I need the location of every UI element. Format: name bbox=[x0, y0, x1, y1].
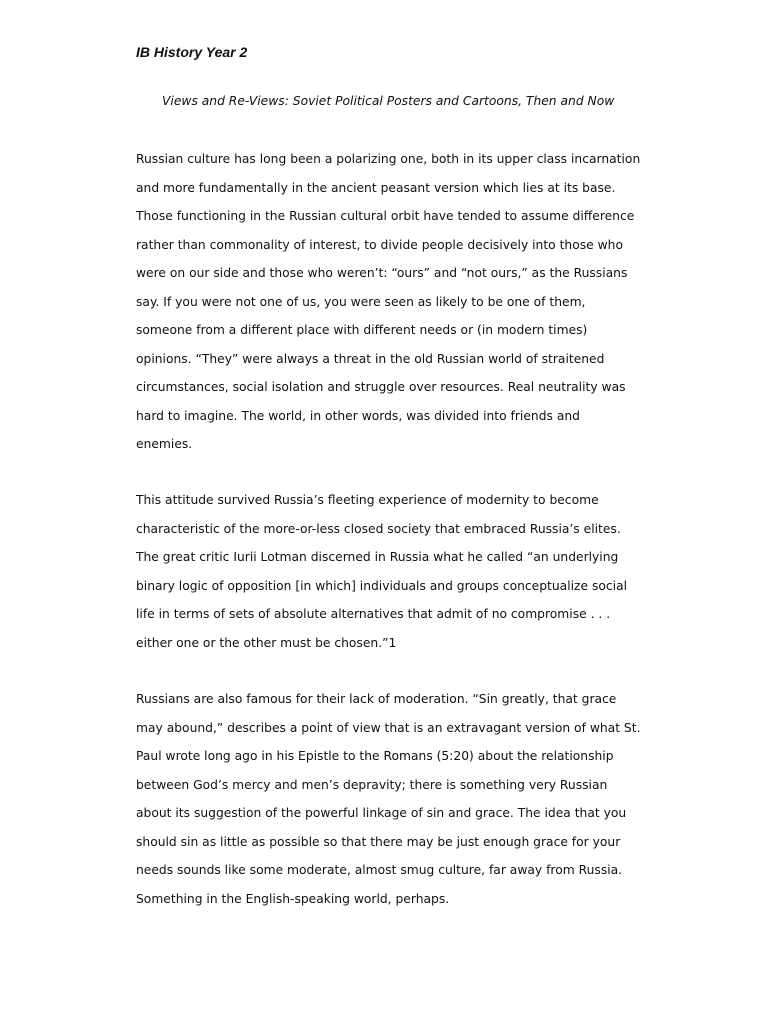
paragraph-line: either one or the other must be chosen.”1 bbox=[136, 635, 397, 650]
paragraph-line: say. If you were not one of us, you were seen as likely to be one of them, bbox=[136, 294, 586, 309]
paragraph-line: someone from a different place with different needs or (in modern times) bbox=[136, 323, 588, 337]
paragraph-line: between God’s mercy and men’s depravity; there is something very Russian bbox=[136, 777, 608, 792]
paragraph-line: circumstances, social isolation and struggle over resources. Real neutrality was bbox=[136, 380, 626, 394]
paragraph-line: binary logic of opposition [in which] individuals and groups conceptualize social bbox=[136, 578, 628, 593]
paragraph-line: enemies. bbox=[136, 437, 193, 451]
paragraph-line: Something in the English-speaking world, perhaps. bbox=[136, 891, 450, 906]
paragraph-line: hard to imagine. The world, in other words, was divided into friends and bbox=[136, 408, 580, 423]
paragraph-line: The great critic Iurii Lotman discerned in Russia what he called “an underlying bbox=[136, 550, 619, 564]
paragraph-line: opinions. “They” were always a threat in the old Russian world of straitened bbox=[136, 351, 605, 366]
paragraph-line: Paul wrote long ago in his Epistle to the Romans (5:20) about the relationship bbox=[136, 749, 614, 763]
paragraph-line: This attitude survived Russia’s fleeting experience of modernity to become bbox=[136, 493, 599, 507]
paragraph-line: rather than commonality of interest, to divide people decisively into those who bbox=[136, 237, 623, 252]
paragraph-line: life in terms of sets of absolute alternatives that admit of no compromise . . . bbox=[136, 607, 611, 621]
paragraph-line: characteristic of the more-or-less closed society that embraced Russia’s elites. bbox=[136, 521, 621, 536]
paragraph-line: Those functioning in the Russian cultural orbit have tended to assume difference bbox=[136, 209, 635, 223]
paragraph-line: about its suggestion of the powerful linkage of sin and grace. The idea that you bbox=[136, 806, 627, 820]
paragraph-line: Russian culture has long been a polarizing one, both in its upper class incarnation bbox=[136, 152, 641, 166]
document-title: Views and Re-Views: Soviet Political Posters and Cartoons, Then and Now bbox=[162, 94, 615, 108]
paragraph-line: Russians are also famous for their lack of moderation. “Sin greatly, that grace bbox=[136, 692, 617, 706]
paragraph-line: should sin as little as possible so that there may be just enough grace for your bbox=[136, 834, 621, 849]
paragraph-line: needs sounds like some moderate, almost smug culture, far away from Russia. bbox=[136, 863, 623, 877]
course-title: IB History Year 2 bbox=[136, 44, 248, 60]
paragraph-line: and more fundamentally in the ancient peasant version which lies at its base. bbox=[136, 180, 616, 195]
paragraph-line: may abound,” describes a point of view that is an extravagant version of what St. bbox=[136, 720, 641, 735]
paragraph-line: were on our side and those who weren’t: “ours” and “not ours,” as the Russians bbox=[136, 266, 628, 280]
